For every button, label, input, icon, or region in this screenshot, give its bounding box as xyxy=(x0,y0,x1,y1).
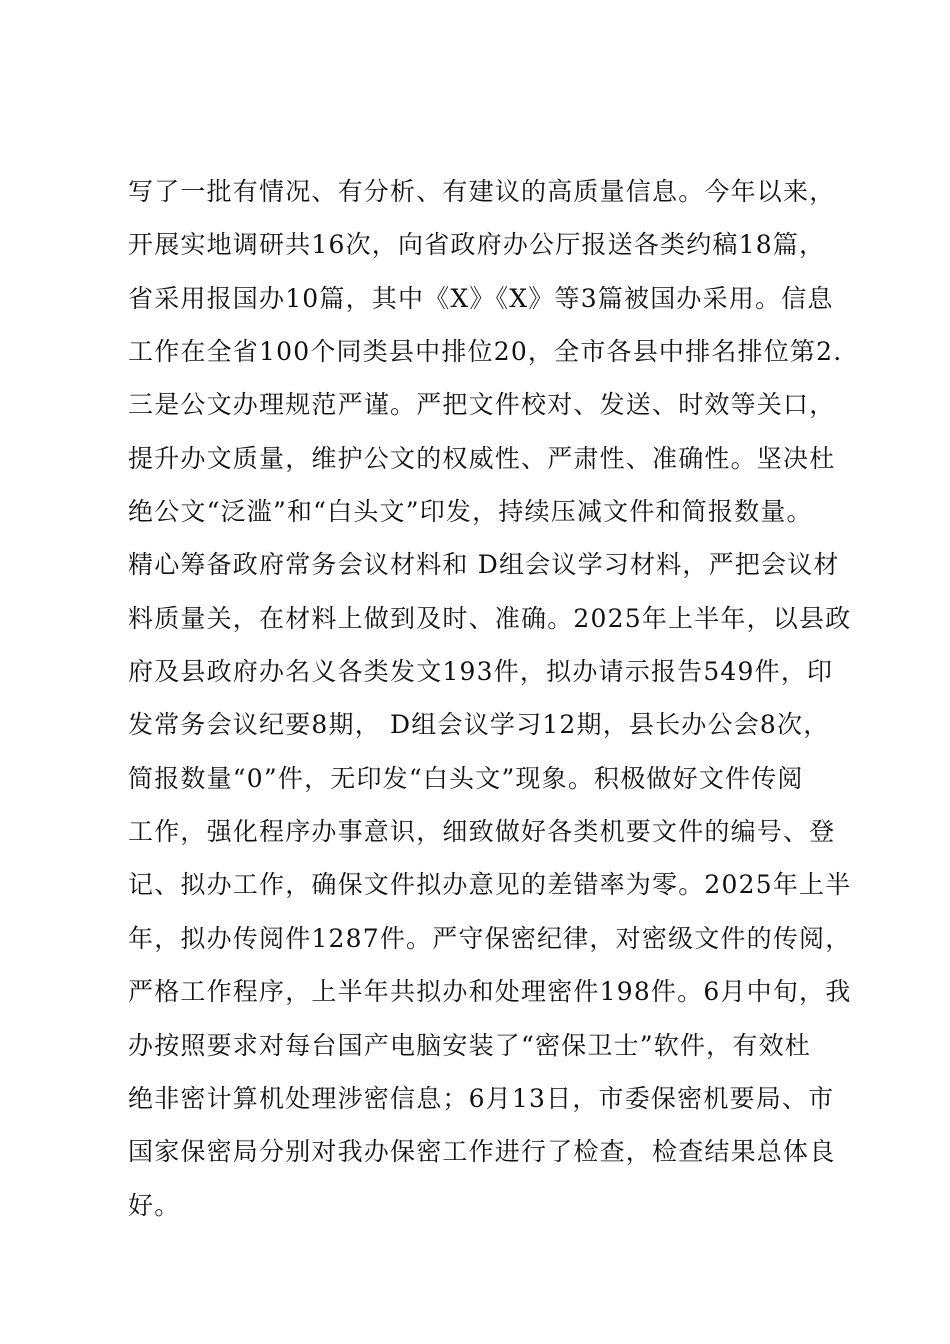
text-line: 工作在全省100个同类县中排位20，全市各县中排名排位第2. xyxy=(128,337,843,367)
text-line: 省采用报国办10篇，其中《X》《X》等3篇被国办采用。信息 xyxy=(128,283,834,313)
text-line: 严格工作程序，上半年共拟办和处理密件198件。6月中旬，我 xyxy=(128,977,852,1007)
text-line: 简报数量“0”件，无印发“白头文”现象。积极做好文件传阅 xyxy=(128,763,804,793)
text-line: 国家保密局分别对我办保密工作进行了检查，检查结果总体良 xyxy=(128,1137,836,1167)
text-line: 绝公文“泛滥”和“白头文”印发，持续压减文件和简报数量。 xyxy=(128,497,813,527)
text-line: 料质量关，在材料上做到及时、准确。2025年上半年，以县政 xyxy=(128,603,852,633)
text-line: 精心筹备政府常务会议材料和 D组会议学习材料，严把会议材 xyxy=(128,550,840,580)
body-text xyxy=(128,165,852,1232)
text-line: 发常务会议纪要8期， D组会议学习12期，县长办公会8次， xyxy=(128,710,830,740)
text-line: 年，拟办传阅件1287件。严守保密纪律，对密级文件的传阅， xyxy=(128,923,852,953)
text-line: 记、拟办工作，确保文件拟办意见的差错率为零。2025年上半 xyxy=(128,870,852,900)
text-line: 办按照要求对每台国产电脑安装了“密保卫士”软件，有效杜 xyxy=(128,1030,811,1060)
text-line: 开展实地调研共16次，向省政府办公厅报送各类约稿18篇， xyxy=(128,230,826,260)
text-line: 工作，强化程序办事意识，细致做好各类机要文件的编号、登 xyxy=(128,817,836,847)
text-line: 提升办文质量，维护公文的权威性、严肃性、准确性。坚决杜 xyxy=(128,443,836,473)
text-line: 三是公文办理规范严谨。严把文件校对、发送、时效等关口， xyxy=(128,390,836,420)
text-line: 绝非密计算机处理涉密信息；6月13日，市委保密机要局、市 xyxy=(128,1083,835,1113)
text-line: 写了一批有情况、有分析、有建议的高质量信息。今年以来， xyxy=(128,177,836,206)
text-line: 好。 xyxy=(128,1190,181,1220)
text-line: 府及县政府办名义各类发文193件，拟办请示报告549件，印 xyxy=(128,657,834,687)
